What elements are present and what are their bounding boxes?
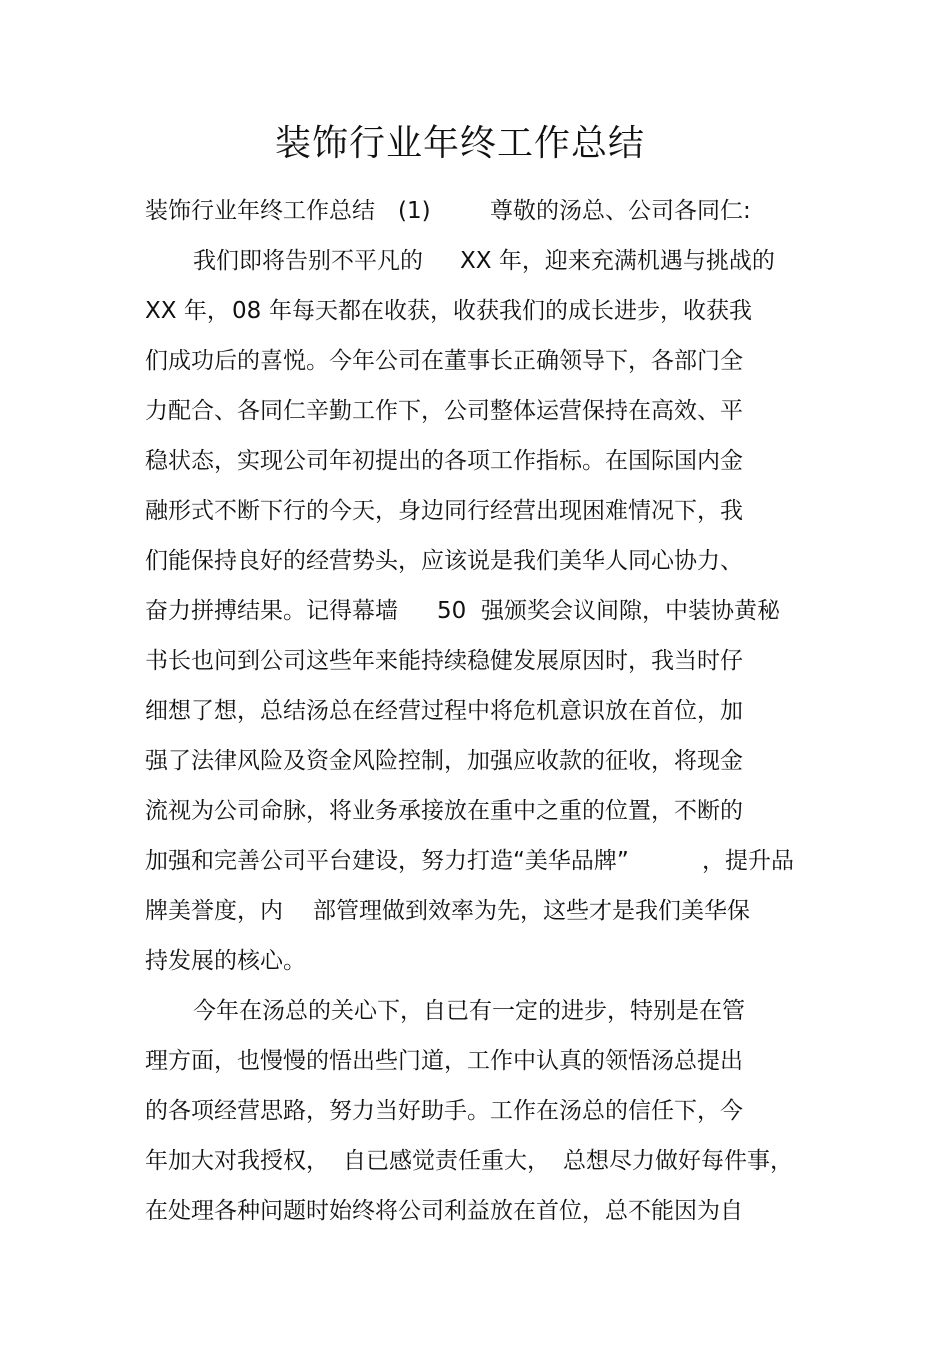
text-line [145,436,835,486]
text-line [145,1036,835,1086]
text-line [145,1186,835,1236]
text-segment: 理方面，也慢慢的悟出些门道，工作中认真的领悟汤总提出 [145,1048,743,1074]
text-segment: 书长也问到公司这些年来能持续稳健发展原因时，我当时仔 [145,648,743,674]
text-segment: 的各项经营思路，努力当好助手。工作在汤总的信任下，今 [145,1098,743,1124]
text-segment: 08 [232,298,262,324]
text-segment: 总想尽力做好每件事， [563,1148,793,1174]
text-segment: (1) [398,198,431,224]
text-line [145,486,835,536]
document-body [145,186,835,1236]
text-line [145,736,835,786]
text-line [145,336,835,386]
text-segment: 年每天都在收获，收获我们的成长进步，收获我 [269,298,752,324]
text-line [145,786,835,836]
text-segment: 们能保持良好的经营势头，应该说是我们美华人同心协力、 [145,548,743,574]
text-line [145,636,835,686]
text-line [145,936,835,986]
text-line [145,286,835,336]
text-segment: 们成功后的喜悦。今年公司在董事长正确领导下，各部门全 [145,348,743,374]
text-segment: 50 [437,598,467,624]
text-line [145,186,835,236]
text-line [145,386,835,436]
text-line [145,586,835,636]
text-segment: 部管理做到效率为先，这些才是我们美华保 [313,898,750,924]
text-segment: XX 年， [145,298,230,324]
text-segment: 流视为公司命脉，将业务承接放在重中之重的位置，不断的 [145,798,743,824]
text-line [145,236,835,286]
text-line [145,986,835,1036]
text-segment: 细想了想，总结汤总在经营过程中将危机意识放在首位，加 [145,698,743,724]
text-segment: 强了法律风险及资金风险控制，加强应收款的征收，将现金 [145,748,743,774]
text-segment: 加强和完善公司平台建设，努力打造“美华品牌” [145,848,629,874]
document-title: 装饰行业年终工作总结 [274,123,645,164]
text-segment: 在处理各种问题时始终将公司利益放在首位，总不能因为自 [145,1198,743,1224]
text-segment: 今年在汤总的关心下，自已有一定的进步，特别是在管 [193,998,745,1024]
text-segment: 强颁奖会议间隙，中装协黄秘 [481,598,780,624]
text-segment: 我们即将告别不平凡的 [193,248,423,274]
text-line [145,836,835,886]
text-segment: 自已感觉责任重大， [343,1148,550,1174]
text-segment: 力配合、各同仁辛勤工作下，公司整体运营保持在高效、平 [145,398,743,424]
text-segment: 融形式不断下行的今天，身边同行经营出现困难情况下，我 [145,498,743,524]
text-line [145,686,835,736]
text-segment: ，提升品 [702,848,794,874]
text-line [145,536,835,586]
text-segment: 奋力拼搏结果。记得幕墙 [145,598,398,624]
text-segment: XX 年，迎来充满机遇与挑战的 [460,248,775,274]
text-segment: 持发展的核心。 [145,948,306,974]
text-segment: 稳状态，实现公司年初提出的各项工作指标。在国际国内金 [145,448,743,474]
text-line [145,1086,835,1136]
text-segment: 年加大对我授权， [145,1148,329,1174]
text-line [145,1136,835,1186]
text-segment: 尊敬的汤总、公司各同仁: [490,198,751,224]
text-segment: 装饰行业年终工作总结 [145,198,375,224]
text-line [145,886,835,936]
text-segment: 牌美誉度，内 [145,898,283,924]
